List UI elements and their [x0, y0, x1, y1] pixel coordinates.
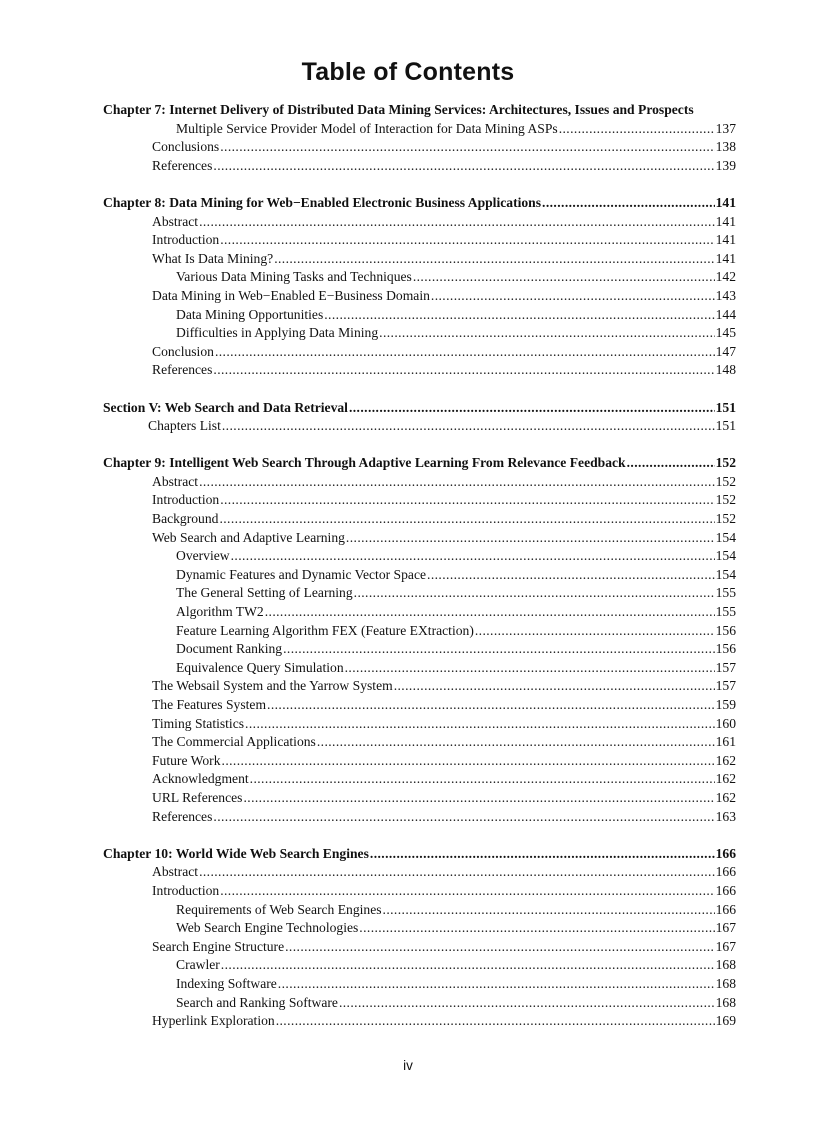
toc-entry[interactable] — [0, 268, 816, 287]
toc-entry[interactable] — [0, 324, 816, 343]
toc-entry-title: References — [152, 808, 213, 824]
toc-page-number: 147 — [715, 343, 736, 359]
toc-page-number: 154 — [715, 548, 736, 564]
toc-entry[interactable] — [0, 677, 816, 696]
dot-leader — [219, 510, 714, 529]
toc-entry[interactable] — [0, 901, 816, 920]
dot-leader — [220, 491, 714, 510]
toc-page-number: 143 — [715, 287, 736, 303]
page-number: iv — [403, 1058, 413, 1073]
toc-page-number: 141 — [715, 213, 736, 229]
toc-page-number: 141 — [715, 250, 736, 266]
toc-entry-title: Data Mining in Web−Enabled E−Business Domain — [152, 287, 430, 303]
dot-leader — [250, 770, 715, 789]
toc-page-number: 157 — [715, 678, 736, 694]
toc-entry-title: The Websail System and the Yarrow System — [152, 678, 393, 694]
toc-entry-title: URL References — [152, 789, 243, 805]
dot-leader — [427, 566, 715, 585]
dot-leader — [559, 120, 715, 139]
toc-entry-title: Overview — [176, 548, 230, 564]
dot-leader — [213, 361, 714, 380]
toc-entry-title: Various Data Mining Tasks and Techniques — [176, 269, 412, 285]
toc-entry[interactable] — [0, 417, 816, 436]
toc-entry[interactable] — [0, 863, 816, 882]
toc-entry[interactable] — [0, 733, 816, 752]
toc-entry-title: References — [152, 362, 213, 378]
toc-entry-title: Chapter 7: Internet Delivery of Distributed Data Mining Services: Architectures, Issues and Prospects — [103, 102, 694, 117]
toc-page-number: 154 — [715, 566, 736, 582]
toc-entry[interactable] — [0, 157, 816, 176]
dot-leader — [215, 343, 715, 362]
toc-page-number: 145 — [715, 325, 736, 341]
toc-page-number: 162 — [715, 789, 736, 805]
toc-entry-title: Introduction — [152, 882, 220, 898]
toc-entry[interactable] — [0, 938, 816, 957]
dot-leader — [346, 529, 715, 548]
toc-entry-title: The Commercial Applications — [152, 734, 316, 750]
toc-entry[interactable] — [0, 752, 816, 771]
dot-leader — [276, 1012, 715, 1031]
toc-entry[interactable] — [0, 510, 816, 529]
toc-page-number: 167 — [715, 938, 736, 954]
toc-page-number: 166 — [715, 845, 736, 861]
toc-group — [0, 194, 816, 380]
toc-entry[interactable] — [0, 231, 816, 250]
toc-page-number: 166 — [715, 882, 736, 898]
toc-page-number: 159 — [715, 697, 736, 712]
toc-page-number: 166 — [715, 901, 736, 917]
toc-entry-title: What Is Data Mining? — [152, 250, 274, 266]
toc-page-number: 144 — [715, 306, 736, 322]
toc-entry[interactable] — [0, 491, 816, 510]
toc-entry[interactable] — [0, 640, 816, 659]
dot-leader — [383, 901, 715, 920]
toc-entry-title: Chapters List — [148, 418, 221, 434]
toc-entry-title: The General Setting of Learning — [176, 585, 353, 601]
toc-entry[interactable] — [0, 529, 816, 548]
toc-entry-title: The Features System — [152, 697, 267, 712]
toc-entry[interactable] — [0, 770, 816, 789]
toc-entry-title: Introduction — [152, 232, 220, 248]
dot-leader — [231, 547, 715, 566]
toc-chapter-entry[interactable] — [0, 454, 816, 473]
toc-entry-title: Abstract — [152, 213, 199, 229]
dot-leader — [220, 138, 714, 157]
toc-group — [0, 454, 816, 826]
toc-entry-title: Requirements of Web Search Engines — [176, 901, 382, 917]
toc-page-number: 160 — [715, 715, 736, 731]
dot-leader — [222, 752, 715, 771]
toc-entry-title: Crawler — [176, 957, 220, 973]
table-of-contents — [0, 101, 816, 1049]
toc-page-number: 169 — [715, 1013, 736, 1029]
toc-entry-title: Indexing Software — [176, 975, 277, 991]
toc-entry[interactable] — [0, 566, 816, 585]
dot-leader — [339, 994, 715, 1013]
toc-page-number: 141 — [715, 232, 736, 248]
dot-leader — [222, 417, 715, 436]
dot-leader — [283, 640, 715, 659]
dot-leader — [213, 157, 714, 176]
toc-entry-title: Search Engine Structure — [152, 938, 285, 954]
toc-entry[interactable] — [0, 1012, 816, 1031]
toc-page-number: 167 — [715, 920, 736, 936]
toc-entry-title: Chapter 10: World Wide Web Search Engines — [103, 845, 369, 861]
dot-leader — [274, 250, 714, 269]
toc-page-number: 168 — [715, 975, 736, 991]
dot-leader — [394, 677, 715, 696]
dot-leader — [413, 268, 715, 287]
toc-page-number: 148 — [715, 362, 736, 378]
toc-entry[interactable] — [0, 120, 816, 139]
toc-entry[interactable] — [0, 622, 816, 641]
dot-leader — [379, 324, 714, 343]
toc-page-number: 162 — [715, 752, 736, 768]
toc-entry-title: Difficulties in Applying Data Mining — [176, 325, 379, 341]
toc-page-number: 152 — [715, 511, 736, 527]
toc-page-number: 139 — [715, 157, 736, 173]
toc-entry[interactable] — [0, 715, 816, 734]
dot-leader — [220, 882, 714, 901]
toc-entry-title: Chapter 8: Data Mining for Web−Enabled Electronic Business Applications — [103, 194, 542, 210]
toc-entry[interactable] — [0, 343, 816, 362]
dot-leader — [359, 919, 714, 938]
toc-page-number: 156 — [715, 622, 736, 638]
toc-entry[interactable] — [0, 696, 816, 715]
toc-entry-title: Search and Ranking Software — [176, 994, 338, 1010]
toc-entry-title: Abstract — [152, 864, 199, 880]
toc-entry-title: Conclusions — [152, 139, 220, 155]
toc-entry-title: Algorithm TW2 — [176, 604, 264, 620]
toc-page-number: 142 — [715, 269, 736, 285]
dot-leader — [542, 194, 715, 213]
toc-page-number: 137 — [715, 120, 736, 136]
toc-page-number: 152 — [715, 473, 736, 489]
toc-page-number: 156 — [715, 641, 736, 657]
dot-leader — [370, 845, 715, 864]
toc-entry-title: Acknowledgment — [152, 771, 249, 787]
dot-leader — [243, 789, 714, 808]
toc-entry-title: Introduction — [152, 492, 220, 508]
toc-entry[interactable] — [0, 789, 816, 808]
dot-leader — [199, 213, 715, 232]
dot-leader — [265, 603, 715, 622]
toc-page-number: 168 — [715, 957, 736, 973]
toc-group — [0, 101, 816, 175]
toc-entry-title: Abstract — [152, 473, 199, 489]
toc-entry[interactable] — [0, 882, 816, 901]
toc-entry-title: Hyperlink Exploration — [152, 1013, 275, 1029]
toc-page-number: 166 — [715, 864, 736, 880]
toc-entry-title: Data Mining Opportunities — [176, 306, 324, 322]
dot-leader — [431, 287, 715, 306]
toc-chapter-entry[interactable] — [0, 194, 816, 213]
dot-leader — [221, 956, 715, 975]
toc-entry[interactable] — [0, 287, 816, 306]
dot-leader — [324, 306, 714, 325]
toc-page-number: 157 — [715, 659, 736, 675]
dot-leader — [345, 659, 715, 678]
dot-leader — [354, 584, 715, 603]
toc-page-number: 141 — [715, 194, 736, 210]
toc-page-number: 152 — [715, 455, 736, 471]
toc-entry-title: Section V: Web Search and Data Retrieval — [103, 399, 348, 415]
toc-page-number: 154 — [715, 529, 736, 545]
toc-entry[interactable] — [0, 659, 816, 678]
toc-entry[interactable] — [0, 547, 816, 566]
toc-entry-title: Future Work — [152, 752, 221, 768]
page-title: Table of Contents — [301, 58, 515, 86]
dot-leader — [278, 975, 715, 994]
dot-leader — [475, 622, 715, 641]
toc-page-number: 168 — [715, 994, 736, 1010]
toc-group — [0, 399, 816, 436]
toc-entry-title: Feature Learning Algorithm FEX (Feature EXtraction) — [176, 622, 474, 638]
dot-leader — [349, 399, 715, 418]
toc-entry-title: Multiple Service Provider Model of Interaction for Data Mining ASPs — [176, 120, 558, 136]
toc-chapter-entry[interactable] — [0, 845, 816, 864]
toc-entry-title: Web Search and Adaptive Learning — [152, 529, 345, 545]
toc-entry[interactable] — [0, 919, 816, 938]
toc-page-number: 155 — [715, 604, 736, 620]
toc-entry-title: Web Search Engine Technologies — [176, 920, 359, 936]
dot-leader — [285, 938, 714, 957]
dot-leader — [220, 231, 714, 250]
toc-entry[interactable] — [0, 138, 816, 157]
toc-entry[interactable] — [0, 361, 816, 380]
toc-page-number: 155 — [715, 585, 736, 601]
toc-page-number: 152 — [715, 492, 736, 508]
dot-leader — [627, 454, 715, 473]
toc-entry-title: Conclusion — [152, 343, 214, 359]
toc-entry[interactable] — [0, 473, 816, 492]
dot-leader — [199, 863, 715, 882]
toc-page-number: 162 — [715, 771, 736, 787]
toc-entry-title: Equivalence Query Simulation — [176, 659, 344, 675]
toc-entry[interactable] — [0, 584, 816, 603]
dot-leader — [267, 696, 715, 715]
dot-leader — [199, 473, 715, 492]
toc-entry-title: Dynamic Features and Dynamic Vector Space — [176, 566, 427, 582]
toc-entry[interactable] — [0, 994, 816, 1013]
toc-entry[interactable] — [0, 250, 816, 269]
toc-entry-title: Timing Statistics — [152, 715, 245, 731]
toc-entry[interactable] — [0, 603, 816, 622]
toc-entry[interactable] — [0, 975, 816, 994]
toc-entry[interactable] — [0, 808, 816, 827]
toc-chapter-entry[interactable] — [0, 101, 816, 120]
toc-page-number: 151 — [715, 418, 736, 434]
toc-entry-title: Chapter 9: Intelligent Web Search Through Adaptive Learning From Relevance Feedback — [103, 455, 626, 471]
toc-page-number: 151 — [715, 399, 736, 415]
dot-leader — [317, 733, 715, 752]
toc-page-number: 161 — [715, 734, 736, 750]
toc-entry[interactable] — [0, 956, 816, 975]
toc-entry[interactable] — [0, 213, 816, 232]
toc-chapter-entry[interactable] — [0, 399, 816, 418]
dot-leader — [213, 808, 714, 827]
toc-entry-title: Background — [152, 511, 219, 527]
toc-entry-title: References — [152, 157, 213, 173]
toc-group — [0, 845, 816, 1031]
dot-leader — [245, 715, 715, 734]
toc-entry[interactable] — [0, 306, 816, 325]
toc-entry-title: Document Ranking — [176, 641, 283, 657]
toc-page-number: 138 — [715, 139, 736, 155]
toc-page-number: 163 — [715, 808, 736, 824]
